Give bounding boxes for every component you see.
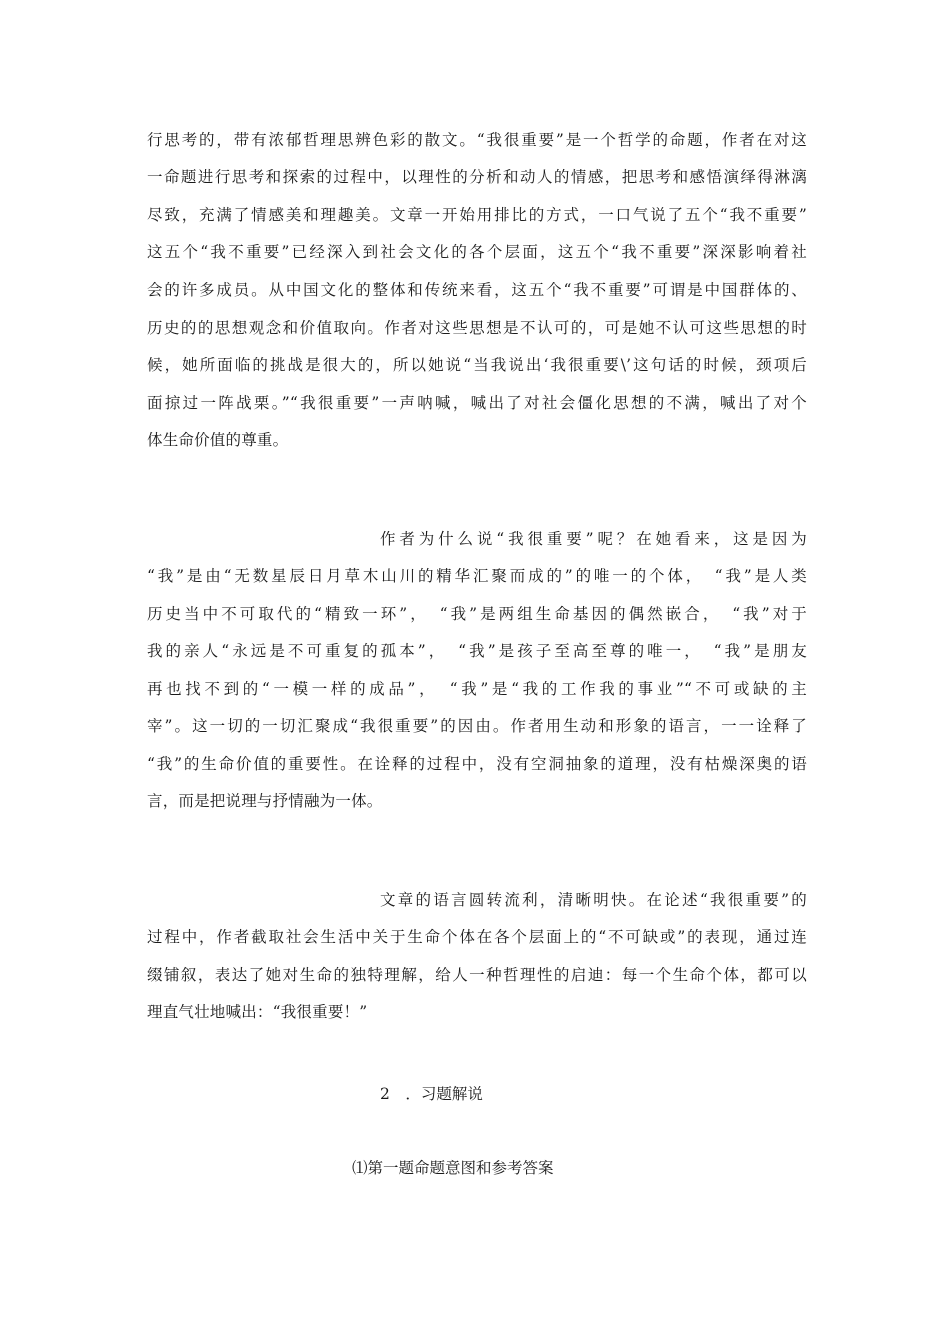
text-line: 历史的的思想观念和价值取向。作者对这些思想是不认可的，可是她不认可这些思想的时 — [147, 319, 807, 337]
text-line: 这五个“我不重要”已经深入到社会文化的各个层面，这五个“我不重要”深深影响着社 — [147, 243, 807, 261]
text-line: 候，她所面临的挑战是很大的，所以她说“当我说出‘我很重要\’这句话的时候，颈项后 — [147, 356, 807, 374]
section-heading: 2 ．习题解说 — [380, 1085, 483, 1103]
text-line: 言，而是把说理与抒情融为一体。 — [147, 792, 383, 810]
text-line: 宰”。这一切的一切汇聚成“我很重要”的因由。作者用生动和形象的语言，一一诠释了 — [147, 717, 807, 735]
text-line: 理直气壮地喊出：“我很重要！” — [147, 1003, 368, 1021]
text-line: 作者为什么说“我很重要”呢？在她看来，这是因为 — [380, 530, 807, 548]
text-line: 面掠过一阵战栗。”“我很重要”一声呐喊，喊出了对社会僵化思想的不满，喊出了对个 — [147, 394, 807, 412]
text-line: 体生命价值的尊重。 — [147, 431, 289, 449]
text-line: 过程中，作者截取社会生活中关于生命个体在各个层面上的“不可缺或”的表现，通过连 — [147, 928, 807, 946]
sub-heading: ⑴第一题命题意图和参考答案 — [352, 1159, 554, 1177]
text-line: 再也找不到的“一模一样的成品”， “我”是“我的工作我的事业”“不可或缺的主 — [147, 680, 807, 698]
text-line: 我的亲人“永远是不可重复的孤本”， “我”是孩子至高至尊的唯一， “我”是朋友 — [147, 642, 807, 660]
text-line: 尽致，充满了情感美和理趣美。文章一开始用排比的方式，一口气说了五个“我不重要” — [147, 206, 807, 224]
text-line: 一命题进行思考和探索的过程中，以理性的分析和动人的情感，把思考和感悟演绎得淋漓 — [147, 168, 807, 186]
text-line: 文章的语言圆转流利，清晰明快。在论述“我很重要”的 — [380, 891, 807, 909]
text-line: “我”的生命价值的重要性。在诠释的过程中，没有空洞抽象的道理，没有枯燥深奥的语 — [147, 755, 807, 773]
text-line: 历史当中不可取代的“精致一环”， “我”是两组生命基因的偶然嵌合， “我”对于 — [147, 605, 807, 623]
text-line: 会的许多成员。从中国文化的整体和传统来看，这五个“我不重要”可谓是中国群体的、 — [147, 281, 807, 299]
text-line: 行思考的，带有浓郁哲理思辨色彩的散文。“我很重要”是一个哲学的命题，作者在对这 — [147, 131, 807, 149]
text-line: “我”是由“无数星辰日月草木山川的精华汇聚而成的”的唯一的个体， “我”是人类 — [147, 567, 807, 585]
text-line: 缀铺叙，表达了她对生命的独特理解，给人一种哲理性的启迪：每一个生命个体，都可以 — [147, 966, 807, 984]
